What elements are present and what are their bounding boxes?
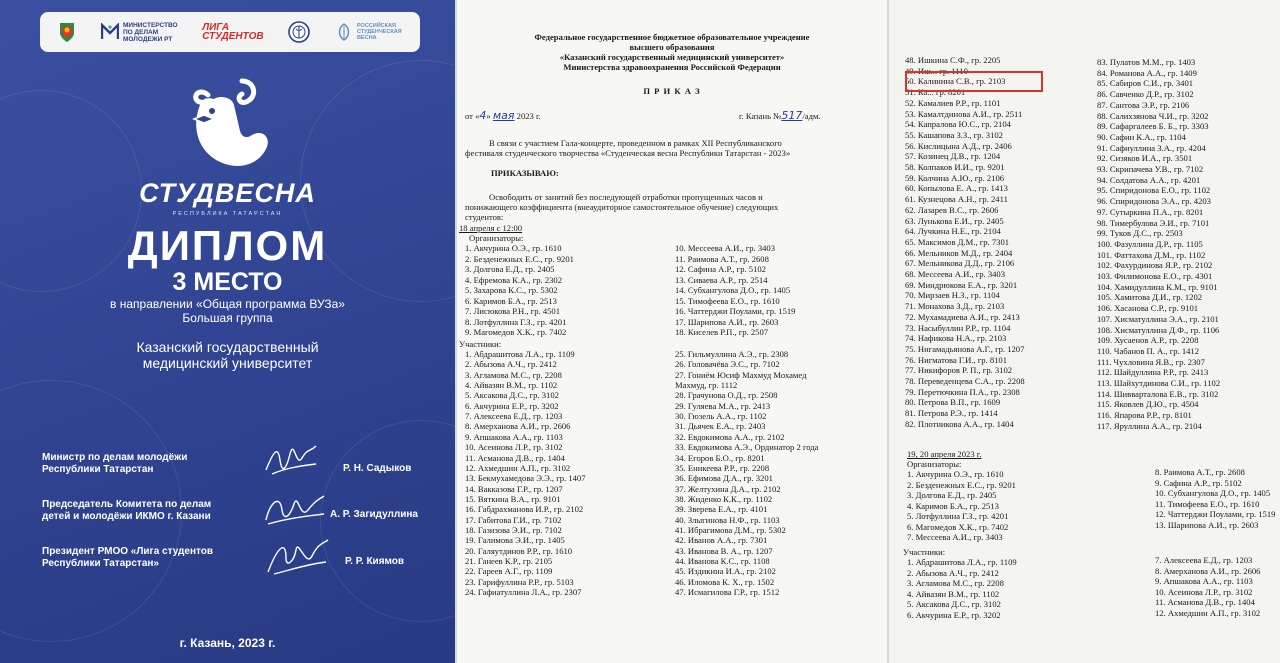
order-body-line: понижающего коэффициента (внеаудиторное самостоятельное обучение) следующих	[465, 202, 779, 212]
order-intro-line: фестиваля студенческого творчества «Студенческая весна Республики Татарстан - 2023»	[465, 148, 791, 158]
list-item: 81. Петрова Р.Э., гр. 1414	[905, 408, 998, 419]
highlight-box	[905, 71, 1043, 92]
list-item: 33. Евдокимова А.Э., Ординатор 2 года	[675, 442, 819, 453]
list-item: 5. Лотфуллина Г.З., гр. 4201	[907, 511, 1009, 521]
list-item: 60. Копылова Е. А., гр. 1413	[905, 183, 1008, 194]
list-item: 2. Безденежных Е.С., гр. 9201	[465, 253, 574, 264]
list-item: 1. Абдрашитова Л.А., гр. 1109	[465, 349, 575, 359]
order-number	[739, 111, 821, 121]
signatory-role	[42, 499, 211, 523]
list-item: 40. Злыгинова Н.Ф., гр. 1103	[675, 514, 780, 525]
list-item: 57. Козинец Д.В., гр. 1204	[905, 151, 1001, 162]
list-item: 13. Бекмухамедова Э.Э., гр. 1407	[465, 473, 586, 484]
list-item: 16. Габдрахманова И.Р., гр. 2102	[465, 504, 584, 515]
list-item: 3. Долгова Е.Д., гр. 2405	[465, 264, 555, 274]
order-header-line: высшего образования	[629, 42, 715, 52]
signatory-name: Р. Н. Садыков	[343, 463, 412, 474]
list-item: 28. Грачунова О.Д., гр. 2508	[675, 390, 778, 401]
list-item: 2. Абызова А.Ч., гр. 2412	[907, 567, 999, 578]
list-item: 44. Иванова К.С., гр. 1108	[675, 556, 770, 566]
list-item: 94. Солдатова А.А., гр. 4201	[1097, 174, 1201, 185]
order-intro-line: В связи с участием Гала-концерте, проведенном в рамках XII Республиканского	[489, 138, 782, 148]
list-item: 34. Егоров Б.О., гр. 8201	[675, 452, 765, 463]
list-item: 102. Фахурдинова Я.Р., гр. 2102	[1097, 260, 1213, 271]
list-item: 16. Чаттерджи Поулами, гр. 1519	[675, 306, 796, 316]
list-item: 45. Издикина И.А., гр. 2102	[675, 566, 776, 577]
order-number-value: 517	[781, 109, 803, 122]
list-item: 24. Гафиатуллина Л.А., гр. 2307	[465, 587, 582, 598]
list-item: 4. Каримов Б.А., гр. 2513	[907, 500, 999, 511]
list-item: 62. Лазарев В.С., гр. 2606	[905, 204, 999, 215]
signature-mark	[262, 534, 332, 578]
list-item: 49. Иш... гр. 1110	[905, 65, 968, 76]
list-item: 95. Спиридонова Е.О., гр. 1102	[1097, 185, 1211, 196]
order-date-day: 4	[479, 109, 487, 122]
list-item: 104. Хамидуллина К.М., гр. 9101	[1097, 281, 1218, 292]
signatory-name: А. Р. Загидуллина	[330, 509, 418, 520]
list-item: 17. Габитова Г.И., гр. 7102	[465, 514, 562, 525]
studvesna-mascot-icon	[180, 75, 275, 175]
list-item: 2. Безденежных Е.С., гр. 9201	[907, 479, 1016, 490]
order-body-line: Освободить от занятий без последующей отработки пропущенных часов и	[489, 192, 763, 202]
signatory-role-line: детей и молодёжи ИКМО г. Казани	[42, 511, 211, 522]
list-item: 9. Апшакова А.А., гр. 1103	[465, 431, 563, 442]
list-item: 1. Акчурина О.Э., гр. 1610	[465, 243, 562, 253]
order-number-suffix: /адм.	[802, 111, 821, 121]
list-item: 99. Туков Д.С., гр. 2503	[1097, 228, 1183, 239]
list-item: 7. Алексеева Е.Д., гр. 1203	[1155, 555, 1253, 565]
list-item: 25. Гильмуллина А.Э., гр. 2308	[675, 349, 789, 359]
list-item: 96. Спиридонова Э.А., гр. 4203	[1097, 196, 1211, 207]
list-item: 6. Акчурина Е.Р., гр. 3202	[465, 400, 559, 411]
order-title: П Р И К А З	[643, 86, 701, 96]
list-item: 65. Максимов Д.М., гр. 7301	[905, 236, 1010, 247]
list-item: 5. Аксакова Д.С., гр. 3102	[907, 599, 1001, 609]
organizers-label: Организаторы:	[907, 459, 962, 469]
list-item: 7. Алексеева Е.Д., гр. 1203	[465, 411, 563, 422]
list-item: 7. Лисюкова Р.Н., гр. 4501	[465, 306, 561, 316]
list-item: 67. Мельникова Д.Д., гр. 2106	[905, 258, 1015, 269]
list-item: 8. Амерханова А.И., гр. 2606	[465, 421, 571, 432]
list-item: 11. Раимова А.Т., гр. 2608	[675, 253, 769, 264]
list-item: 61. Кузнецова А.Н., гр. 2411	[905, 194, 1008, 205]
list-item: 115. Яковлев Д.Ю., гр. 4504	[1097, 399, 1199, 410]
list-item: 117. Яруллина А.А., гр. 2104	[1097, 420, 1202, 431]
list-item: 4. Айвазян В.М., гр. 1102	[907, 588, 1000, 599]
order-body-line: студентов:	[465, 212, 504, 222]
list-item: 109. Хусаенов А.Р., гр. 2208	[1097, 335, 1199, 346]
list-item: 9. Магомедов Х.К., гр. 7402	[465, 327, 567, 337]
rsv-logo-text: РОССИЙСКАЯ СТУДЕНЧЕСКАЯ ВЕСНА	[356, 23, 402, 41]
diploma-city-year: г. Казань, 2023 г.	[179, 636, 276, 650]
list-item: 64. Лучкина Н.Е., гр. 2104	[905, 226, 1001, 237]
list-item: 74. Нафикова Н.А., гр. 2103	[905, 333, 1007, 344]
list-item: 106. Хасанова С.Р., гр. 9101	[1097, 303, 1199, 314]
list-item: 6. Каримов Б.А., гр. 2513	[465, 295, 557, 306]
list-item: 12. Чаттерджи Поулами, гр. 1519	[1155, 509, 1276, 519]
list-item: 13. Сиваева А.Р., гр. 2514	[675, 274, 768, 285]
list-item: 18. Киселев Р.П., гр. 2507	[675, 327, 769, 337]
diploma-place: 3 МЕСТО	[172, 268, 283, 296]
brand-title: СТУДВЕСНА	[139, 178, 316, 208]
list-item: 58. Колпаков И.И., гр. 9201	[905, 162, 1005, 172]
list-item: 19. Галимова Э.И., гр. 1405	[465, 535, 565, 546]
list-item: 48. Ишкина С.Ф., гр. 2205	[905, 55, 1001, 65]
list-item: 3. Агламова М.С., гр. 2208	[907, 578, 1004, 588]
list-item: 73. Насыбуллин Р.Р., гр. 1104	[905, 322, 1011, 333]
signatory-role-line: Президент РМОО «Лига студентов	[42, 546, 214, 557]
diploma-group: Большая группа	[182, 311, 273, 325]
list-item: 52. Камалиев Р.Р., гр. 1101	[905, 97, 1001, 108]
list-item: 42. Иванов А.А., гр. 7301	[675, 535, 768, 546]
list-item: 51. Ка... гр. 8201	[905, 87, 966, 98]
list-item: 71. Монахова З.Д., гр. 2103	[905, 301, 1005, 312]
list-item: 12. Ахмедшин А.П., гр. 3102	[465, 462, 571, 473]
list-item: 22. Гареев А.Г., гр. 1109	[465, 566, 553, 577]
list-item: 79. Перетючкина П.А., гр. 2308	[905, 386, 1020, 397]
list-item: 82. Плотникова А.А., гр. 1404	[905, 418, 1014, 429]
list-item: 84. Романова А.А., гр. 1409	[1097, 67, 1197, 78]
list-item: 11. Асманова Д.В., гр. 1404	[1155, 597, 1255, 607]
list-item: 1. Акчурина О.Э., гр. 1610	[907, 469, 1004, 479]
list-item: 69. Миндрюкова Е.А., гр. 3201	[905, 279, 1018, 290]
list-item: 50. Калинина С.В., гр. 2103	[905, 76, 1006, 87]
rsv-logo	[335, 22, 402, 42]
order-page-1	[457, 0, 887, 663]
list-item: 101. Фаттахова Д.М., гр. 1102	[1097, 249, 1206, 260]
list-item: 12. Сафина А.Р., гр. 5102	[675, 264, 766, 274]
list-item: 75. Нигамадьянова А.Г., гр. 1207	[905, 343, 1025, 354]
liga-logo-text: ЛИГА СТУДЕНТОВ	[202, 22, 264, 42]
list-item: 27. Гониём Юсиф Махмуд Мохамед	[675, 369, 807, 380]
order-date-year: 2023 г.	[516, 111, 541, 121]
list-item: 15. Вяткина В.А., гр. 9101	[465, 493, 561, 504]
signatory-role-line: Республики Татарстан»	[42, 558, 159, 569]
list-item: 86. Савченко Д.Р., гр. 3102	[1097, 89, 1194, 100]
list-item: 2. Абызова А.Ч., гр. 2412	[465, 359, 557, 370]
list-item: 13. Шарипова А.И., гр. 2603	[1155, 519, 1259, 530]
list-item: 17. Шарипова А.И., гр. 2603	[675, 316, 779, 327]
list-item: 9. Апшакова А.А., гр. 1103	[1155, 576, 1253, 586]
list-item: 77. Никифоров Р. П., гр. 3102	[905, 365, 1013, 376]
list-item: 9. Сафина А.Р., гр. 5102	[1155, 477, 1242, 488]
list-item: 18. Газизова Э.И., гр. 7102	[465, 524, 562, 535]
order-date-section: 18 апреля с 12:00	[459, 223, 523, 233]
list-item: 54. Капралова Ю.С., гр. 2104	[905, 119, 1011, 130]
list-item: 66. Мельников М.Д., гр. 2404	[905, 247, 1013, 258]
list-item: 93. Скрипачева У.В., гр. 7102	[1097, 164, 1204, 174]
list-item: 53. Камалтдинова А.И., гр. 2511	[905, 108, 1023, 119]
list-item: 8. Лотфуллина Г.З., гр. 4201	[465, 316, 567, 327]
list-item: 87. Сантова Э.Р., гр. 2106	[1097, 99, 1190, 110]
order-header-line: Министерства здравоохранения Российской Федерации	[563, 62, 781, 72]
participants-label: Участники:	[459, 339, 502, 349]
list-item: 12. Ахмедшин А.П., гр. 3102	[1155, 607, 1261, 618]
list-item: 112. Шайдуллина Р.Р., гр. 2413	[1097, 367, 1209, 378]
list-item: 97. Сутыркина П.А., гр. 8201	[1097, 206, 1204, 217]
list-item: 116. Япарова Р.Р., гр. 8101	[1097, 410, 1192, 421]
list-item: 90. Сафин К.А., гр. 1104	[1097, 131, 1186, 142]
list-item: 47. Исмагилова Г.Р., гр. 1512	[675, 587, 780, 598]
list-item: 31. Дьячек Е.А., гр. 2403	[675, 421, 766, 432]
list-item: 92. Сизяков И.А., гр. 3501	[1097, 153, 1193, 164]
list-item: 63. Лунькова Е.И., гр. 2405	[905, 215, 1004, 226]
list-item: 36. Ефимова Д.А., гр. 3201	[675, 473, 773, 484]
list-item: 32. Евдокимова А.А., гр. 2102	[675, 431, 785, 442]
ministry-logo	[101, 22, 178, 43]
order-date-section: 19, 20 апреля 2023 г.	[907, 449, 982, 459]
list-item: 59. Колчина А.Ю., гр. 2106	[905, 172, 1005, 183]
list-item: 3. Агламова М.С., гр. 2208	[465, 369, 562, 380]
participants-label: Участники:	[903, 547, 946, 557]
list-item: 105. Хамитова Д.И., гр. 1202	[1097, 292, 1203, 303]
order-header-line: Федеральное государственное бюджетное образовательное учреждение	[534, 32, 810, 42]
list-item: 7. Мессеева А.И., гр. 3403	[907, 532, 1003, 542]
list-item: 26. Головачёва Э.С., гр. 7102	[675, 359, 780, 370]
list-item: 14. Субхангулова Д.О., гр. 1405	[675, 285, 791, 295]
tatarstan-emblem	[58, 21, 76, 43]
list-item: 30. Гюзель А.А., гр. 1102	[675, 411, 767, 422]
list-item: 10. Субхангулова Д.О., гр. 1405	[1155, 488, 1271, 498]
list-item: 8. Раимова А.Т., гр. 2608	[1155, 467, 1245, 477]
list-item: 56. Кислицына А.Д., гр. 2406	[905, 140, 1012, 151]
signatory-name: Р. Р. Киямов	[345, 556, 405, 567]
liga-logo	[202, 23, 263, 41]
order-body	[465, 192, 879, 222]
list-item: 5. Захарова К.С., гр. 5302	[465, 285, 558, 295]
list-item: 88. Салихзянова Ч.И., гр. 3202	[1097, 110, 1209, 121]
list-item: 3. Долгова Е.Д., гр. 2405	[907, 490, 997, 500]
diploma-university: Казанский государственный	[136, 339, 319, 355]
brand-subtitle: РЕСПУБЛИКА ТАТАРСТАН	[172, 211, 283, 217]
signatory-role-line: Министр по делам молодёжи	[42, 452, 188, 463]
order-date-prefix: от «	[465, 111, 480, 121]
order-command: ПРИКАЗЫВАЮ:	[491, 168, 559, 178]
list-item: 11. Тимофеева Е.О., гр. 1610	[1155, 498, 1260, 509]
kgmu-emblem	[288, 21, 310, 43]
list-item: 8. Амерханова А.И., гр. 2606	[1155, 565, 1261, 576]
list-item: 108. Хисматуллина Д.Ф., гр. 1106	[1097, 324, 1220, 335]
list-item: 1. Абдрашитова Л.А., гр. 1109	[907, 557, 1017, 567]
order-date: от «4» мая 2023 г.	[465, 109, 541, 122]
list-item: 83. Пулатов М.М., гр. 1403	[1097, 57, 1196, 67]
list-item: 35. Еникеева Р.Р., гр. 2208	[675, 462, 770, 473]
list-item: 98. Тимербулова Э.И., гр. 7101	[1097, 217, 1210, 228]
list-item: 114. Шивварталова Е.В., гр. 3102	[1097, 388, 1219, 399]
diploma-university: медицинский университет	[142, 355, 313, 371]
diploma	[0, 0, 455, 663]
signatory-role-line: Республики Татарстан	[42, 464, 154, 475]
list-item: 89. Сафаргалеев Б. Б., гр. 3303	[1097, 121, 1209, 132]
list-item: 14. Вакказова Г.Р., гр. 1207	[465, 483, 563, 494]
list-item: 39. Зверева Е.А., гр. 4101	[675, 504, 768, 515]
list-item: 10. Асеинова Л.Р., гр. 3102	[465, 442, 563, 453]
list-item: 23. Гарифуллина Р.Р., гр. 5103	[465, 576, 574, 587]
list-item: 68. Мессеева А.И., гр. 3403	[905, 269, 1006, 279]
list-item: 85. Сабиров С.И., гр. 3401	[1097, 78, 1194, 89]
diploma-direction: в направлении «Общая программа ВУЗа»	[110, 297, 345, 311]
list-item: 43. Иванова В. А., гр. 1207	[675, 545, 773, 556]
list-item: 5. Аксакова Д.С., гр. 3102	[465, 390, 559, 401]
signatory-role	[42, 452, 187, 476]
list-item: 103. Филимонова Е.О., гр. 4301	[1097, 271, 1213, 281]
list-item: 21. Ганеев К.Р., гр. 2105	[465, 556, 553, 566]
list-item: 10. Мессеева А.И., гр. 3403	[675, 243, 776, 253]
order-date-month: мая	[492, 109, 515, 122]
ornament	[320, 420, 455, 622]
list-item: 15. Тимофеева Е.О., гр. 1610	[675, 295, 780, 306]
list-item: 46. Иломова К. Х., гр. 1502	[675, 576, 775, 587]
list-item: 10. Асеинова Л.Р., гр. 3102	[1155, 586, 1253, 597]
list-item: 20. Галяутдинов Р.Р., гр. 1610	[465, 545, 573, 556]
list-item: 113. Шайхутдинова С.И., гр. 1102	[1097, 378, 1221, 388]
list-item: 38. Жиденко К.К., гр. 1102	[675, 493, 773, 504]
partner-logos	[40, 12, 420, 52]
list-item: 91. Сафиуллина З.А., гр. 4204	[1097, 142, 1206, 153]
list-item: 6. Магомедов Х.К., гр. 7402	[907, 521, 1009, 532]
list-item: 6. Акчурина Е.Р., гр. 3202	[907, 609, 1001, 620]
signature-mark	[260, 488, 330, 530]
list-item: 78. Переведенцева С.А., гр. 2208	[905, 376, 1025, 386]
order-city: г. Казань №	[739, 111, 782, 121]
list-item: 4. Айвазян В.М., гр. 1102	[465, 380, 558, 391]
list-item: 41. Ибрагимова Д.М., гр. 5302	[675, 524, 786, 535]
list-item: Махмуд, гр. 1112	[675, 380, 738, 391]
list-item: 107. Хисматуллина Э.А., гр. 2101	[1097, 313, 1219, 324]
list-item: 11. Асманова Д.В., гр. 1404	[465, 452, 565, 463]
list-item: 37. Желтухина Д.А., гр. 2102	[675, 483, 781, 494]
order-header-line: «Казанский государственный медицинский университет»	[559, 52, 785, 62]
order-page-2	[889, 0, 1280, 663]
list-item: 4. Ефремова К.А., гр. 2302	[465, 274, 563, 285]
list-item: 55. Кашапова З.З., гр. 3102	[905, 129, 1003, 140]
list-item: 80. Петрова В.П., гр. 1609	[905, 397, 1001, 408]
signature-mark	[262, 440, 322, 480]
list-item: 100. Фазуллина Д.Р., гр. 1105	[1097, 238, 1203, 249]
signatory-role	[42, 546, 213, 570]
list-item: 76. Нигматова Г.И., гр. 8101	[905, 354, 1008, 365]
ministry-logo-text: МИНИСТЕРСТВО ПО ДЕЛАМ МОЛОДЕЖИ РТ	[122, 21, 178, 43]
list-item: 72. Мухамадиева А.И., гр. 2413	[905, 311, 1020, 322]
list-item: 29. Гуляева М.А., гр. 2413	[675, 400, 771, 411]
order-intro	[465, 138, 879, 158]
signatory-role-line: Председатель Комитета по делам	[42, 499, 212, 510]
list-item: 111. Чухловина Я.В., гр. 2307	[1097, 356, 1205, 367]
list-item: 70. Мирзаев Н.З., гр. 1104	[905, 290, 1000, 301]
organizers-label: Организаторы:	[469, 233, 524, 243]
diploma-title: ДИПЛОМ	[127, 222, 328, 269]
list-item: 110. Чабанов П. А., гр. 1412	[1097, 345, 1200, 356]
